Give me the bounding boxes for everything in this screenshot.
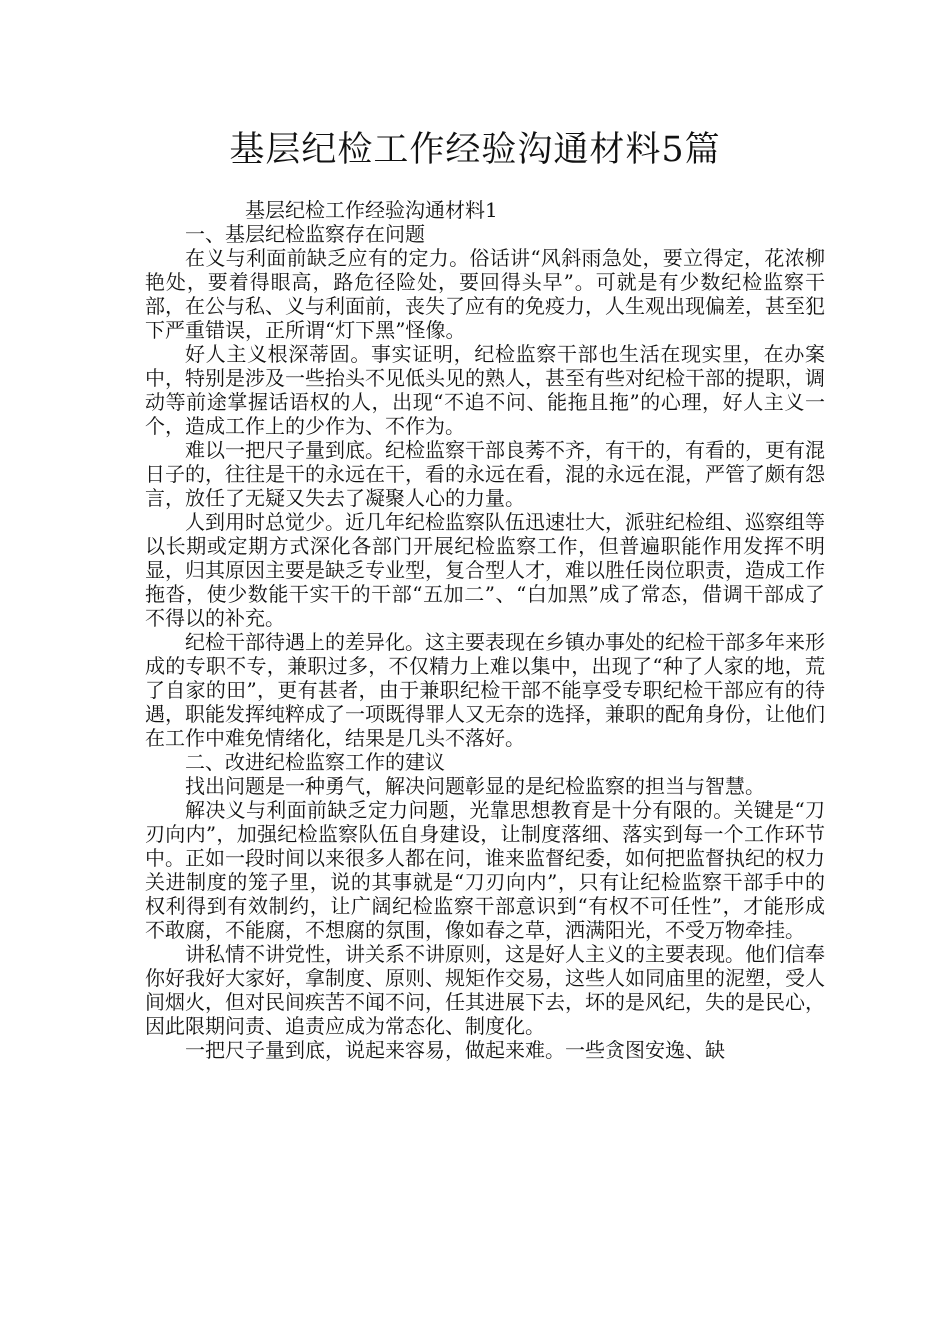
paragraph: 在义与利面前缺乏应有的定力。俗话讲“风斜雨急处，要立得定，花浓柳艳处，要着得眼高，路危径险处，要回得头早”。可就是有少数纪检监察干部，在公与私、义与利面前，丧失了应有的免疫力，人生观出现偏差，甚至犯下严重错误，正所谓“灯下黑”怪像。 <box>145 246 825 342</box>
section-heading: 二、改进纪检监察工作的建议 <box>185 750 445 774</box>
paragraph: 解决义与利面前缺乏定力问题，光靠思想教育是十分有限的。关键是“刀刃向内”，加强纪检监察队伍自身建设，让制度落细、落实到每一个工作环节中。正如一段时间以来很多人都在问，谁来监督纪委，如何把监督执纪的权力关进制度的笼子里，说的其事就是“刀刃向内”，只有让纪检监察干部手中的权利得到有效制约，让广阔纪检监察干部意识到“有权不可任性”，才能形成不敢腐，不能腐，不想腐的氛围，像如春之草，洒满阳光，不受万物牵挂。 <box>145 798 825 942</box>
paragraph: 好人主义根深蒂固。事实证明，纪检监察干部也生活在现实里，在办案中，特别是涉及一些抬头不见低头见的熟人，甚至有些对纪检干部的提职，调动等前途掌握话语权的人，出现“不追不问、能拖且拖”的心理，好人主义一个，造成工作上的少作为、不作为。 <box>145 342 825 438</box>
document-subtitle: 基层纪检工作经验沟通材料1 <box>245 198 498 222</box>
paragraph: 难以一把尺子量到底。纪检监察干部良莠不齐，有干的，有看的，更有混日子的，往往是干的永远在干，看的永远在看，混的永远在混，严管了颇有怨言，放任了无疑又失去了凝聚人心的力量。 <box>145 438 825 510</box>
paragraph: 一把尺子量到底，说起来容易，做起来难。一些贪图安逸、缺 <box>185 1038 725 1062</box>
paragraph: 找出问题是一种勇气，解决问题彰显的是纪检监察的担当与智慧。 <box>185 774 765 798</box>
paragraph: 人到用时总觉少。近几年纪检监察队伍迅速壮大，派驻纪检组、巡察组等以长期或定期方式深化各部门开展纪检监察工作，但普遍职能作用发挥不明显，归其原因主要是缺乏专业型，复合型人才，难以胜任岗位职责，造成工作拖沓，使少数能干实干的干部“五加二”、“白加黑”成了常态，借调干部成了不得以的补充。 <box>145 510 825 630</box>
section-heading: 一、基层纪检监察存在问题 <box>185 222 425 246</box>
paragraph: 讲私情不讲党性，讲关系不讲原则，这是好人主义的主要表现。他们信奉你好我好大家好，拿制度、原则、规矩作交易，这些人如同庙里的泥塑，受人间烟火，但对民间疾苦不闻不问，任其进展下去，坏的是风纪，失的是民心，因此限期问责、追责应成为常态化、制度化。 <box>145 942 825 1038</box>
paragraph: 纪检干部待遇上的差异化。这主要表现在乡镇办事处的纪检干部多年来形成的专职不专，兼职过多，不仅精力上难以集中，出现了“种了人家的地，荒了自家的田”，更有甚者，由于兼职纪检干部不能享受专职纪检干部应有的待遇，职能发挥纯粹成了一项既得罪人又无奈的选择，兼职的配角身份，让他们在工作中难免情绪化，结果是几头不落好。 <box>145 630 825 750</box>
document-title: 基层纪检工作经验沟通材料5篇 <box>229 130 721 170</box>
document-body <box>145 198 825 1062</box>
